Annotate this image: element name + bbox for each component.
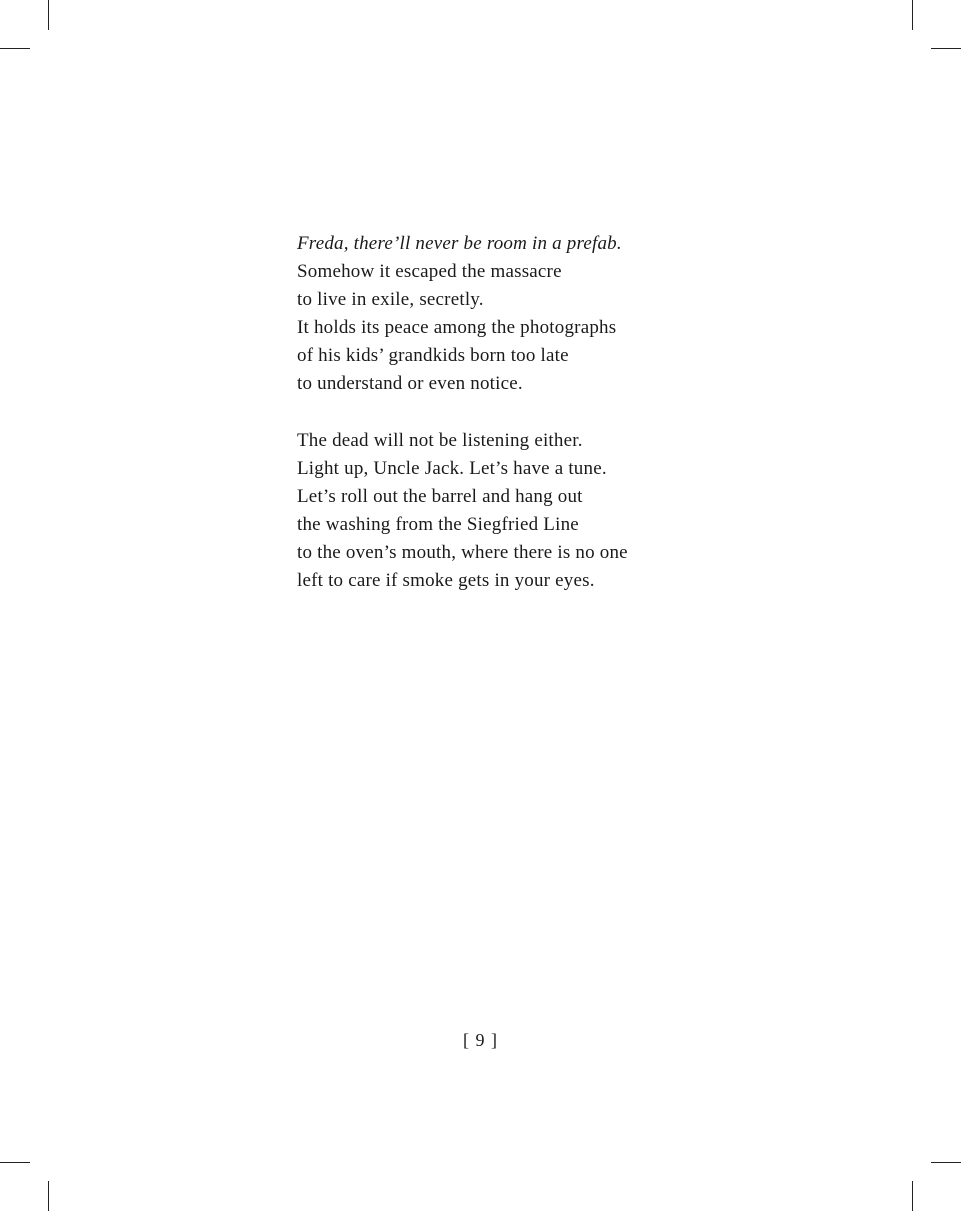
poem-line: to understand or even notice.	[297, 373, 523, 395]
poem-line: the washing from the Siegfried Line	[297, 513, 579, 535]
poem-line: Let’s roll out the barrel and hang out	[297, 485, 583, 507]
crop-mark-top-left-vertical	[48, 0, 49, 30]
poem-line: Freda, there’ll never be room in a prefab.	[297, 233, 622, 254]
poem-line: Somehow it escaped the massacre	[297, 261, 562, 283]
crop-mark-bottom-right-vertical	[912, 1181, 913, 1211]
poem-line: left to care if smoke gets in your eyes.	[297, 570, 595, 592]
crop-mark-top-right-horizontal	[931, 48, 961, 49]
poem-body	[297, 230, 717, 623]
poem-line: It holds its peace among the photographs	[297, 317, 617, 339]
crop-mark-top-left-horizontal	[0, 48, 30, 49]
poem-line: to the oven’s mouth, where there is no one	[297, 542, 628, 564]
poem-line: of his kids’ grandkids born too late	[297, 345, 569, 367]
poem-stanza-2	[297, 427, 717, 596]
crop-mark-bottom-left-horizontal	[0, 1162, 30, 1163]
poem-line: Light up, Uncle Jack. Let’s have a tune.	[297, 457, 607, 479]
crop-mark-bottom-right-horizontal	[931, 1162, 961, 1163]
page-number: [ 9 ]	[463, 1030, 498, 1050]
crop-mark-bottom-left-vertical	[48, 1181, 49, 1211]
poem-line: to live in exile, secretly.	[297, 289, 484, 311]
crop-mark-top-right-vertical	[912, 0, 913, 30]
poem-line: The dead will not be listening either.	[297, 429, 583, 451]
poem-stanza-1	[297, 230, 717, 399]
